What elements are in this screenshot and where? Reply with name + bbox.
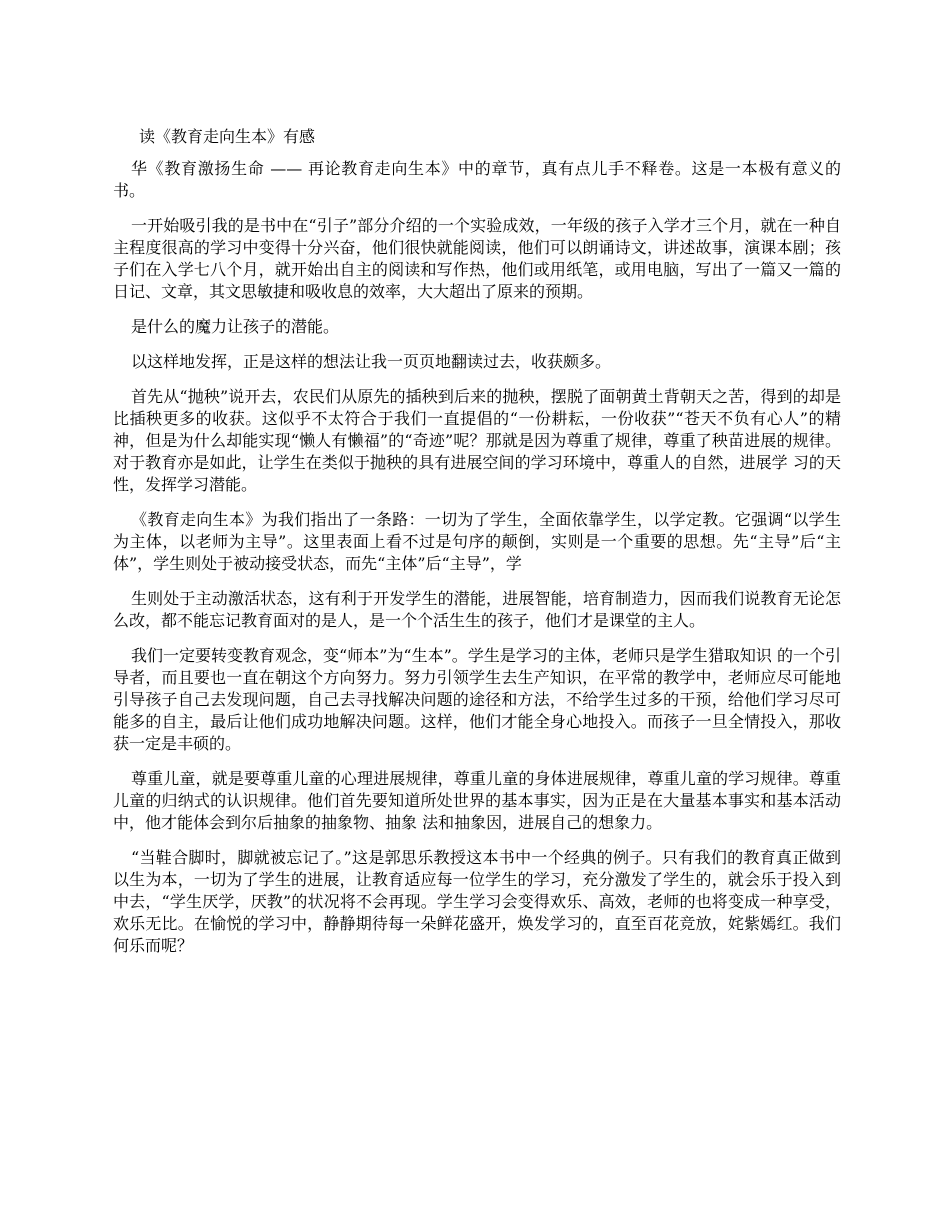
paragraph-5: 首先从“抛秧”说开去，农民们从原先的插秧到后来的抛秧，摆脱了面朝黄土背朝天之苦，得到的却是比插秧更多的收获。这似乎不太符合于我们一直提倡的“一份耕耘，一份收获”“苍天不负有心人”的精神，但是为什么却能实现“懒人有懒福”的“奇迹”呢？那就是因为尊重了规律，尊重了秧苗进展的规律。对于教育亦是如此，让学生在类似于抛秧的具有进展空间的学习环境中，尊重人的自然，进展学 习的天性，发挥学习潜能。 [113,387,841,494]
paragraph-2: 一开始吸引我的是书中在“引子”部分介绍的一个实验成效，一年级的孩子入学才三个月，就在一种自主程度很高的学习中变得十分兴奋，他们很快就能阅读，他们可以朗诵诗文，讲述故事，演课本剧；孩子们在入学七八个月，就开始出自主的阅读和写作热，他们或用纸笔，或用电脑，写出了一篇又一篇的 日记、文章，其文思敏捷和吸收息的效率，大大超出了原来的预期。 [113,216,841,301]
paragraph-10: “当鞋合脚时，脚就被忘记了。”这是郭思乐教授这本书中一个经典的例子。只有我们的教育真正做到以生为本，一切为了学生的进展，让教育适应每一位学生的学习，充分激发了学生的，就会乐于投入到中去，“学生厌学，厌教”的状况将不会再现。学生学习会变得欢乐、高效，老师的也将变成一种享受，欢乐无比。在愉悦的学习中，静静期待每一朵鲜花盛开，焕发学习的，直至百花竞放，姹紫嫣红。我们何乐而呢？ [113,848,841,955]
document-page [113,126,841,970]
paragraph-9: 尊重儿童，就是要尊重儿童的心理进展规律，尊重儿童的身体进展规律，尊重儿童的学习规律。尊重儿童的归纳式的认识规律。他们首先要知道所处世界的基本事实，因为正是在大量基本事实和基本活动中，他才能体会到尔后抽象的抽象物、抽象 法和抽象因，进展自己的想象力。 [113,769,841,832]
document-title: 读《教育走向生本》有感 [139,127,316,146]
paragraph-1: 华《教育激扬生命 —— 再论教育走向生本》中的章节，真有点儿手不释卷。这是一本极有意义的书。 [113,159,841,200]
paragraph-8: 我们一定要转变教育观念，变“师本”为“生本”。学生是学习的主体，老师只是学生猎取知识 的一个引导者，而且要也一直在朝这个方向努力。努力引领学生去生产知识，在平常的教学中，老师应尽可能地引导孩子自己去发现问题，自己去寻找解决问题的途径和方法，不给学生过多的干预，给他们学习尽可能多的自主，最后让他们成功地解决问题。这样，他们才能全身心地投入。而孩子一旦全情投入，那收获一定是丰硕的。 [113,646,841,753]
paragraph-7: 生则处于主动激活状态，这有利于开发学生的潜能，进展智能，培育制造力，因而我们说教育无论怎么改，都不能忘记教育面对的是人，是一个个活生生的孩子，他们才是课堂的主人。 [113,589,841,630]
paragraph-4: 以这样地发挥，正是这样的想法让我一页页地翻读过去，收获颇多。 [131,352,612,371]
paragraph-6: 《教育走向生本》为我们指出了一条路：一切为了学生，全面依靠学生，以学定教。它强调“以学生为主体，以老师为主导”。这里表面上看不过是句序的颠倒，实则是一个重要的思想。先“主导”后“主体”，学生则处于被动接受状态，而先“主体”后“主导”，学 [113,510,841,573]
paragraph-3: 是什么的魔力让孩子的潜能。 [131,317,340,336]
